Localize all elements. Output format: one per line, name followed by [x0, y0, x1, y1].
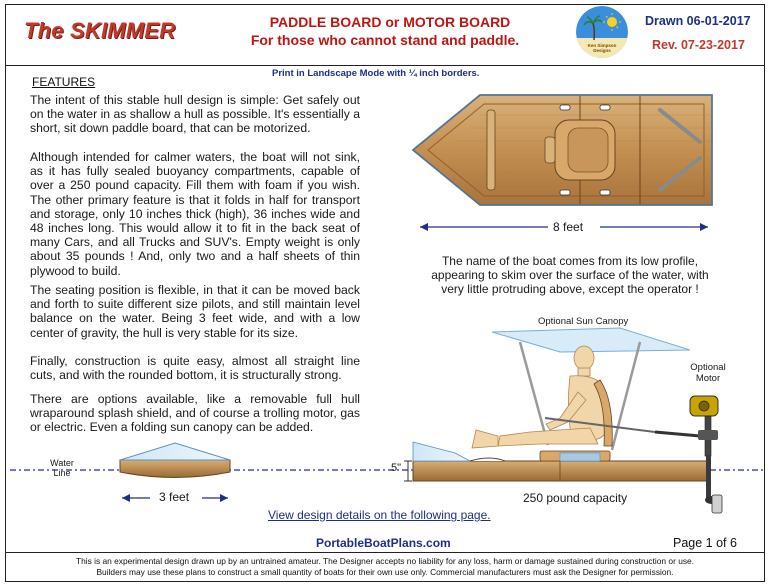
boat-side-view [413, 328, 722, 513]
motor-label-2: Motor [695, 373, 721, 384]
depth-label: 5" [391, 462, 402, 474]
sun-canopy-label: Optional Sun Canopy [538, 316, 629, 327]
motor-label [683, 362, 733, 384]
paragraph-options: There are options available, like a removable full hull wraparound splash shield, and of course a trolling motor, gas or electric. Even a folding sun canopy can be added. [30, 392, 360, 435]
subtitle-line-2: For those who cannot stand and paddle. [250, 32, 520, 48]
depth-marker [404, 461, 412, 481]
subtitle-line-1: PADDLE BOARD or MOTOR BOARD [269, 14, 511, 30]
disclaimer [5, 552, 765, 582]
paragraph-construction: Finally, construction is quite easy, almost all straight line cuts, and with the rounded bottom, it is structurally strong. [30, 354, 360, 383]
page-title: The SKIMMER [24, 18, 176, 43]
website-url[interactable]: PortableBoatPlans.com [316, 536, 451, 550]
length-label: 8 feet [553, 220, 584, 234]
paragraph-buoyancy: Although intended for calmer waters, the boat will not sink, as it has fully sealed buoyancy compartments, capable of over a 250 pound capacity. Fill them with foam if you wish. The other primary feature is that it folds in half for transport and storage, only 10 inches thick (high), 36 inches wide and 48 inches long. This would allow it to fit in the back seat of many Cars, and all Trucks and SUV's. Empty weight is only about 35 pounds ! And, only two and a half sheets of thin plywood to build. [30, 150, 360, 278]
water-line-label-1: Water [50, 458, 74, 468]
logo-text-line-1: Ken Simpson [587, 43, 617, 48]
revision-date: Rev. 07-23-2017 [652, 38, 745, 52]
water-line-label-2: Line [53, 468, 71, 478]
capacity-label: 250 pound capacity [523, 491, 628, 505]
logo-text-line-2: Designs [593, 48, 611, 53]
width-label: 3 feet [159, 490, 190, 504]
features-heading: FEATURES [32, 75, 96, 89]
details-link[interactable]: View design details on the following page. [268, 508, 491, 522]
paragraph-seating: The seating position is flexible, in that it can be moved back and forth to suite different size pilots, and still maintain level balance on the water. Being 3 feet wide, and with a low center of gravity, the hull is very stable for its size. [30, 283, 360, 340]
drawn-date: Drawn 06-01-2017 [645, 14, 751, 28]
boat-top-view [413, 95, 712, 205]
paragraph-intent: The intent of this stable hull design is simple: Get safely out on the water in as shallow a hull as possible. It's essentially a short, sit down paddle board, that can be motorized. [30, 93, 360, 136]
motor-icon [690, 396, 722, 513]
disclaimer-line-2: Builders may use these plans to construct a small quantity of boats for their own use only. Commercial manufacturers must ask the Designer for permission. [96, 566, 674, 577]
name-caption: The name of the boat comes from its low profile, appearing to skim over the surface of the water, with very little protruding above, except the operator ! [431, 254, 709, 296]
print-note: Print in Landscape Mode with ¼ inch borders. [272, 68, 480, 79]
water-line-label [44, 458, 80, 478]
boat-front-view [120, 443, 230, 478]
motor-label-1: Optional [690, 362, 726, 373]
page-number: Page 1 of 6 [673, 536, 737, 550]
disclaimer-line-1: This is an experimental design drawn up by an untrained amateur. The Designer accepts no liability for any loss, harm or damage sustained during construction or use. [75, 556, 695, 566]
